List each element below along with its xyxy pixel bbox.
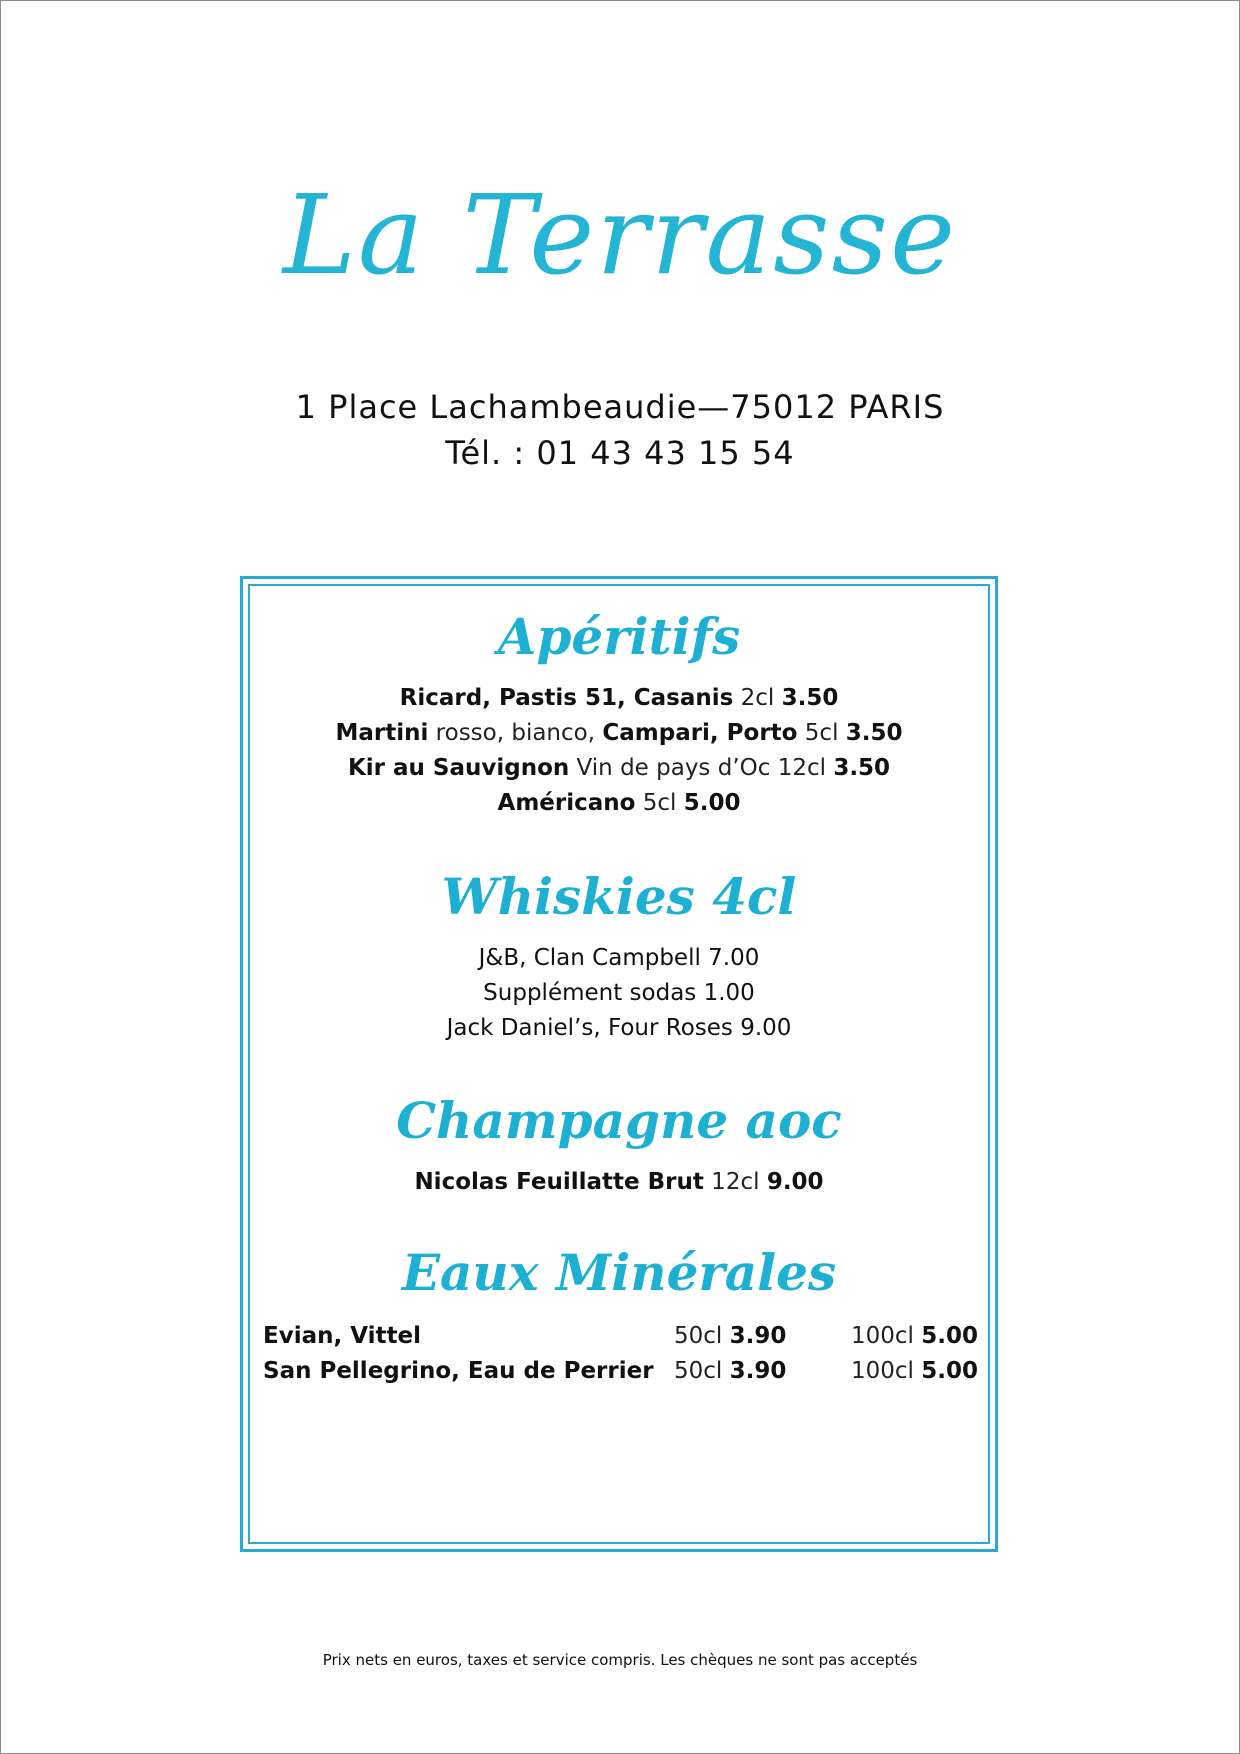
section-title-whiskies: Whiskies 4cl [441,867,797,926]
item-size: 50cl [674,1358,723,1384]
menu-item [243,786,995,821]
item-price: 3.90 [729,1358,787,1384]
item-name: San Pellegrino, Eau de Perrier [263,1358,654,1384]
menu-item [243,1165,995,1200]
champagne-list [243,1165,995,1200]
restaurant-phone: Tél. : 01 43 43 15 54 [445,434,795,472]
menu-item [243,716,995,751]
item-size: 5cl [635,790,684,816]
item-name: Nicolas Feuillatte Brut [414,1169,704,1195]
restaurant-contact [0,384,1240,476]
whiskies-list [243,941,995,1046]
item-name: Ricard, Pastis 51, Casanis [399,685,734,711]
section-title-aperitifs: Apéritifs [497,607,741,666]
item-name: Campari, Porto [602,720,798,746]
menu-item: J&B, Clan Campbell 7.00 [478,945,760,971]
section-title-champagne: Champagne aoc [396,1091,842,1150]
footer-note: Prix nets en euros, taxes et service compris. Les chèques ne sont pas acceptés [322,1651,918,1669]
water-item [263,1354,983,1389]
item-price: 3.50 [833,755,891,781]
item-size: 12cl [703,1169,767,1195]
water-item [263,1319,983,1354]
item-size: 100cl [851,1358,914,1384]
item-name: Evian, Vittel [263,1323,421,1349]
item-price: 9.00 [766,1169,824,1195]
menu-frame [240,576,998,1552]
item-size: 5cl [797,720,846,746]
item-variants: rosso, bianco, [428,720,603,746]
item-size: 50cl [674,1323,723,1349]
item-price: 5.00 [683,790,741,816]
menu-item [243,681,995,716]
item-name: Kir au Sauvignon [347,755,570,781]
item-size: 100cl [851,1323,914,1349]
menu-item: Jack Daniel’s, Four Roses 9.00 [446,1015,792,1041]
item-price: 5.00 [921,1358,978,1384]
item-price: 3.50 [845,720,903,746]
item-size: Vin de pays d’Oc 12cl [569,755,834,781]
section-title-eaux-minerales: Eaux Minérales [401,1243,837,1302]
item-name: Américano [497,790,636,816]
item-size: 2cl [733,685,782,711]
restaurant-address: 1 Place Lachambeaudie—75012 PARIS [295,388,945,426]
item-price: 3.50 [781,685,839,711]
restaurant-title: La Terrasse [282,171,958,299]
item-name: Martini [335,720,429,746]
menu-item [243,751,995,786]
item-price: 3.90 [729,1323,787,1349]
menu-item: Supplément sodas 1.00 [483,980,755,1006]
aperitifs-list [243,681,995,821]
item-price: 5.00 [921,1323,978,1349]
